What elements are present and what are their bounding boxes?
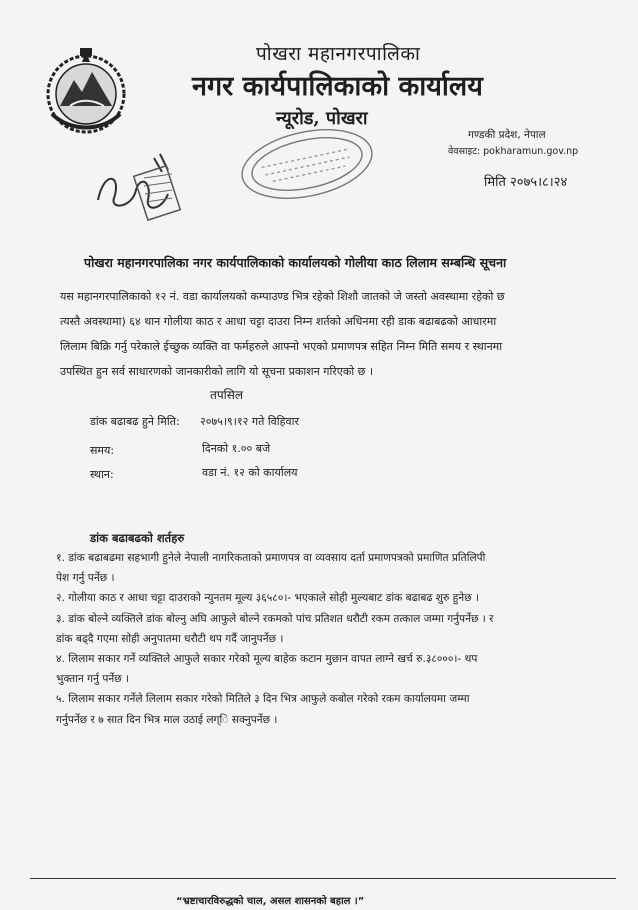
body-line: लिलाम बिक्रि गर्नु परेकाले ईच्छुक व्यक्ति वा फर्महरुले आफ्नो भएको प्रमाणपत्र सहित निम्न मिति समय र स्थानमा — [60, 340, 503, 353]
body-line: यस महानगरपालिकाको १२ नं. वडा कार्यालयको कम्पाउण्ड भित्र रहेको शिशौ जातको जे जस्तो अवस्थामा रहेको छ — [60, 290, 505, 303]
office-name: नगर कार्यपालिकाको कार्यालय — [192, 71, 483, 102]
condition-line: पेश गर्नु पर्नेछ । — [56, 572, 115, 585]
condition-line: ५. लिलाम सकार गर्नेले लिलाम सकार गरेको मितिले ३ दिन भित्र आफुले कबोल गरेको रकम कार्यालयमा जम्मा — [56, 693, 470, 706]
auction-date-value: २०७५।९।१२ गते विहिवार — [200, 415, 299, 428]
office-location: न्यूरोड, पोखरा — [276, 108, 368, 129]
condition-line: २. गोलीया काठ र आधा चट्टा दाउराको न्युनतम मूल्य ३६५८०।- भएकाले सोही मुल्यबाट डांक बढाबढ शुरु हुनेछ । — [56, 592, 479, 605]
province-label: गण्डकी प्रदेश, नेपाल — [468, 129, 546, 141]
footer-divider — [30, 878, 616, 879]
condition-line: ४. लिलाम सकार गर्ने व्यक्तिले आफुले सकार गरेको मूल्य बाहेक कटान मुछान वापत लाग्ने खर्च रु.३८०००।- थप — [56, 653, 478, 666]
condition-line: ३. डांक बोल्ने व्यक्तिले डांक बोल्नु अघि आफुले बोल्ने रकमको पांच प्रतिशत धरौटी रकम तत्काल जम्मा गर्नुपर्नेछ । र — [56, 612, 494, 625]
auction-time-label: समय: — [90, 444, 115, 457]
condition-line: डांक बढ्दै गएमा सोही अनुपातमा धरौटी थप गर्दै जानुपर्नेछ । — [56, 632, 284, 645]
body-line: त्यस्तै अवस्थामा) ६४ थान गोलीया काठ र आधा चट्टा दाउरा निम्न शर्तको अधिनमा रही डाक बढाबढको आधारमा — [60, 315, 497, 328]
schedule-title: तपसिल — [210, 388, 244, 402]
website-label: वेवसाइट: pokharamun.gov.np — [448, 146, 579, 157]
office-stamp — [232, 122, 382, 206]
notice-body — [60, 284, 610, 384]
condition-line: १. डांक बढाबढमा सहभागी हुनेले नेपाली नागरिकताको प्रमाणपत्र वा व्यवसाय दर्ता प्रमाणपत्रको प्रमाणित प्रतिलिपी — [56, 552, 486, 564]
auction-place-value: वडा नं. १२ को कार्यालय — [202, 466, 298, 479]
auction-time-value: दिनको १.०० बजे — [202, 442, 271, 455]
conditions-title: डांक बढाबढको शर्तहरु — [90, 531, 185, 545]
auction-date-label: डांक बढाबढ हुने मिति: — [90, 415, 180, 428]
notice-date: मिति २०७५।८।२४ — [484, 175, 568, 190]
body-line: उपस्थित हुन सर्व साधारणको जानकारीको लागि यो सूचना प्रकाशन गरिएको छ । — [60, 365, 374, 378]
footer-slogan: “भ्रष्टाचारविरुद्धको चाल, असल शासनको बहाल ।” — [176, 896, 365, 907]
conditions-list — [56, 548, 616, 730]
notice-subject: पोखरा महानगरपालिका नगर कार्यपालिकाको कार्यालयको गोलीया काठ लिलाम सम्बन्धि सूचना — [84, 255, 507, 270]
auction-place-label: स्थान: — [90, 468, 114, 481]
municipality-name: पोखरा महानगरपालिका — [256, 43, 421, 65]
handwritten-signature — [92, 150, 192, 228]
condition-line: भुक्तान गर्नु पर्नेछ । — [56, 673, 130, 686]
nepal-government-emblem-icon — [40, 44, 132, 136]
condition-line: गर्नुपर्नेछ र ७ सात दिन भित्र माल उठाई लग्ि सक्नुपर्नेछ । — [56, 713, 278, 726]
